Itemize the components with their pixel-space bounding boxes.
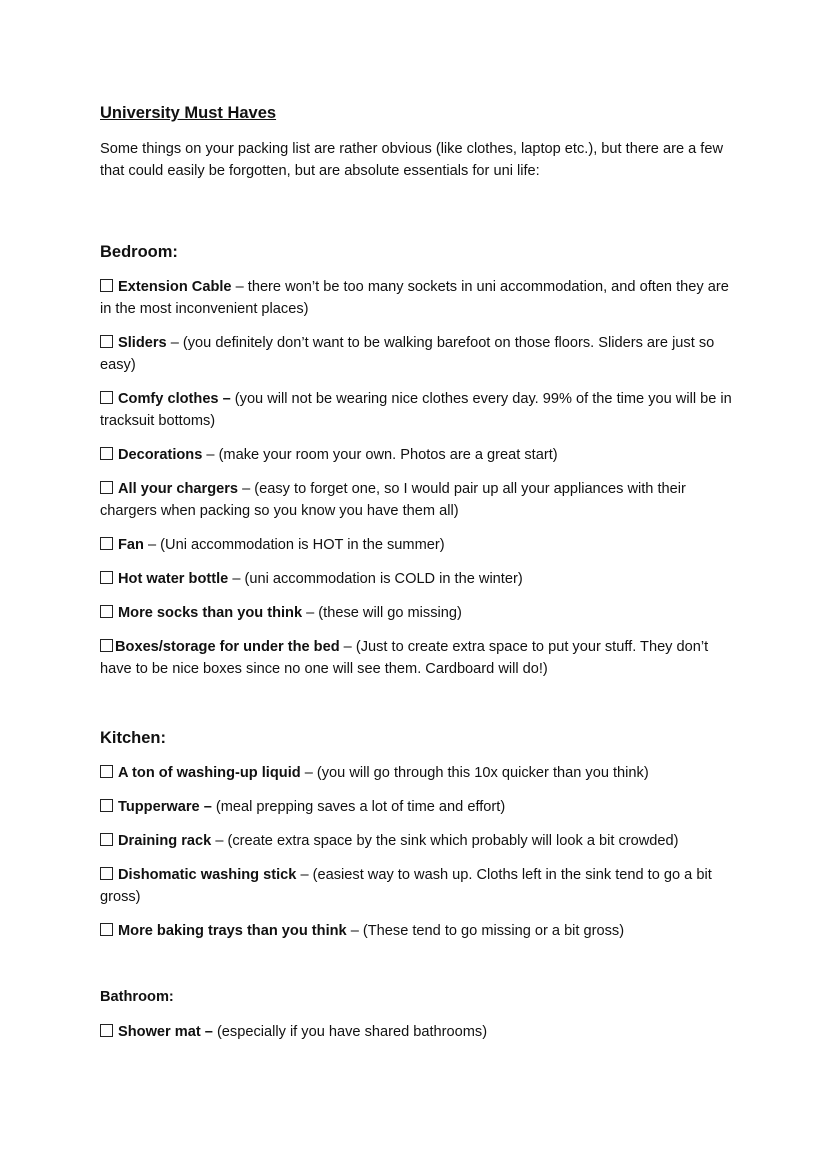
section-heading-bedroom: Bedroom:	[100, 243, 178, 261]
checklist-item	[100, 388, 740, 432]
intro-paragraph: Some things on your packing list are rather obvious (like clothes, laptop etc.), but there are a few that could easily be forgotten, but are absolute essentials for uni life:	[100, 141, 723, 179]
item-name: Extension Cable	[118, 279, 232, 295]
checkbox[interactable]	[100, 447, 113, 460]
checklist-item	[100, 830, 740, 852]
item-name: Hot water bottle	[118, 571, 229, 587]
item-description: (especially if you have shared bathrooms)	[212, 1024, 488, 1040]
item-description: – (uni accommodation is COLD in the winter)	[228, 571, 523, 587]
checkbox[interactable]	[100, 605, 113, 618]
item-name: Comfy clothes –	[118, 391, 231, 407]
checkbox[interactable]	[100, 481, 113, 494]
checkbox[interactable]	[100, 765, 113, 778]
checkbox[interactable]	[100, 639, 113, 652]
checkbox[interactable]	[100, 537, 113, 550]
checklist-bathroom	[100, 1021, 740, 1043]
item-name: Boxes/storage for under the bed	[115, 639, 340, 655]
checklist-item	[100, 332, 740, 376]
checkbox[interactable]	[100, 833, 113, 846]
checklist-kitchen	[100, 762, 740, 942]
item-description: (you will not be wearing nice clothes every day. 99% of the time you will be in tracksuit bottoms)	[100, 391, 732, 429]
checkbox[interactable]	[100, 571, 113, 584]
checklist-item	[100, 534, 740, 556]
checkbox[interactable]	[100, 1024, 113, 1037]
checklist-item	[100, 568, 740, 590]
checkbox[interactable]	[100, 923, 113, 936]
document-page	[100, 103, 740, 1055]
checkbox[interactable]	[100, 391, 113, 404]
item-name: More socks than you think	[118, 605, 303, 621]
item-description: – (These tend to go missing or a bit gross)	[346, 923, 625, 939]
checkbox[interactable]	[100, 279, 113, 292]
checkbox[interactable]	[100, 335, 113, 348]
checklist-item	[100, 276, 740, 320]
item-description: – (make your room your own. Photos are a great start)	[202, 447, 558, 463]
section-heading-kitchen: Kitchen:	[100, 729, 166, 747]
item-description: – (easy to forget one, so I would pair up all your appliances with their chargers when packing so you know you have them all)	[100, 481, 686, 519]
item-name: A ton of washing-up liquid	[118, 765, 301, 781]
section-heading-bathroom: Bathroom:	[100, 989, 174, 1005]
item-name: All your chargers	[118, 481, 239, 497]
item-description: – (create extra space by the sink which probably will look a bit crowded)	[211, 833, 679, 849]
item-description: – (you will go through this 10x quicker than you think)	[300, 765, 649, 781]
checklist-item	[100, 444, 740, 466]
checklist-item	[100, 796, 740, 818]
item-name: Tupperware –	[118, 799, 212, 815]
checklist-item	[100, 864, 740, 908]
item-description: – (Uni accommodation is HOT in the summer)	[143, 537, 445, 553]
item-name: Decorations	[118, 447, 203, 463]
item-description: – (Just to create extra space to put your stuff. They don’t have to be nice boxes since no one will see them. Cardboard will do!)	[100, 639, 709, 677]
checklist-item	[100, 602, 740, 624]
checklist-item	[100, 1021, 740, 1043]
checklist-item	[100, 920, 740, 942]
item-description: – (you definitely don’t want to be walking barefoot on those floors. Sliders are just so easy)	[100, 335, 715, 373]
document-title: University Must Haves	[100, 104, 277, 122]
item-name: Draining rack	[118, 833, 212, 849]
item-description: – (easiest way to wash up. Cloths left in the sink tend to go a bit gross)	[100, 867, 712, 905]
item-description: – there won’t be too many sockets in uni accommodation, and often they are in the most inconvenient places)	[100, 279, 729, 317]
checklist-item	[100, 636, 740, 680]
checklist-item	[100, 478, 740, 522]
item-name: Shower mat –	[118, 1024, 213, 1040]
item-description: (meal prepping saves a lot of time and effort)	[211, 799, 506, 815]
checkbox[interactable]	[100, 867, 113, 880]
item-description: – (these will go missing)	[302, 605, 462, 621]
item-name: More baking trays than you think	[118, 923, 347, 939]
checklist-bedroom	[100, 276, 740, 680]
item-name: Fan	[118, 537, 144, 553]
checklist-item	[100, 762, 740, 784]
item-name: Dishomatic washing stick	[118, 867, 297, 883]
checkbox[interactable]	[100, 799, 113, 812]
item-name: Sliders	[118, 335, 167, 351]
